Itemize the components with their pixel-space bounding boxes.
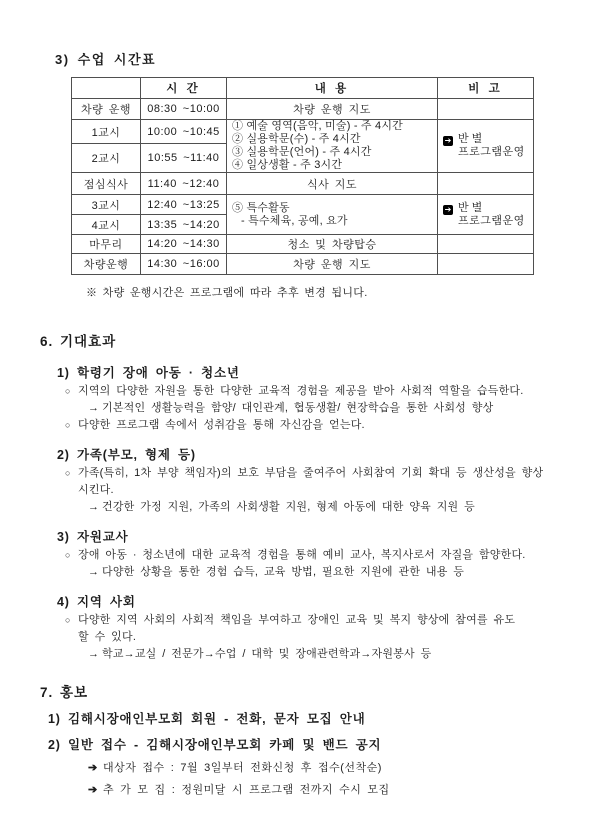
subsection-title: 1) 학령기 장애 아동 · 청소년 — [57, 366, 240, 380]
promo-arrow-item — [88, 761, 602, 775]
bullet-item — [65, 466, 602, 480]
remark-text: 프로그램운영 — [458, 214, 525, 227]
bullet-icon: ○ — [65, 615, 71, 625]
timetable-section-title: 3) 수업 시간표 — [55, 52, 157, 67]
remark-line — [443, 133, 528, 146]
item-text: 다양한 상황을 통한 경험 습득, 교육 방법, 필요한 지원에 관한 내용 등 — [102, 566, 465, 578]
row-label: 1교시 — [72, 120, 141, 144]
effects-subsection-community — [57, 592, 602, 661]
effects-subsection-volunteer-teachers — [57, 527, 602, 579]
content-line: ① 예술 영역(음악, 미술) - 주 4시간 — [232, 120, 403, 132]
item-text: 할 수 있다. — [78, 631, 137, 643]
remark-line — [443, 202, 528, 215]
bullet-item-continuation — [78, 630, 602, 644]
arrow-icon: → — [88, 501, 100, 513]
item-text: 대상자 접수 : 7월 3일부터 전화신청 후 접수(선착순) — [103, 762, 382, 774]
row-content: 차량 운행 지도 — [227, 254, 438, 275]
promo-item-members: 1) 김해시장애인부모회 회원 - 전화, 문자 모집 안내 — [48, 712, 366, 726]
bullet-icon: ○ — [65, 386, 71, 396]
timetable-note: ※ 차량 운행시간은 프로그램에 따라 추후 변경 됩니다. — [86, 287, 368, 299]
arrow-item — [88, 565, 602, 579]
timetable-header-row — [72, 78, 534, 99]
row-content: 청소 및 차량탑승 — [227, 235, 438, 254]
effects-subsection-family — [57, 445, 602, 514]
header-content: 내 용 — [227, 78, 438, 99]
promo-arrow-item — [88, 783, 602, 797]
row-time: 11:40 ~12:40 — [141, 173, 227, 195]
bullet-item — [65, 548, 602, 562]
row-time: 13:35 ~14:20 — [141, 215, 227, 235]
row-remark — [438, 173, 534, 195]
bullet-item-continuation — [78, 483, 602, 497]
subsection-title: 2) 가족(부모, 형제 등) — [57, 448, 196, 462]
item-text: 다양한 지역 사회의 사회적 책임을 부여하고 장애인 교육 및 복지 향상에 참여를 유도 — [78, 614, 516, 626]
table-row — [72, 235, 534, 254]
item-text: 시킨다. — [78, 484, 114, 496]
item-text: 학교→교실 / 전문가→수업 / 대학 및 장애관련학과→자원봉사 등 — [102, 648, 432, 660]
black-box-arrow-icon: ➔ — [444, 204, 452, 214]
promo-item-general: 2) 일반 접수 - 김해시장애인부모회 카페 및 밴드 공지 — [48, 738, 382, 752]
item-text: 장애 아동 · 청소년에 대한 교육적 경험을 통해 예비 교사, 복지사로서 자질을 함양한다. — [78, 549, 526, 561]
arrow-item — [88, 500, 602, 514]
row-time: 12:40 ~13:25 — [141, 195, 227, 215]
row-content: 차량 운행 지도 — [227, 99, 438, 120]
arrow-icon: → — [88, 402, 100, 414]
bullet-icon: ○ — [65, 468, 71, 478]
row-time: 08:30 ~10:00 — [141, 99, 227, 120]
row-label: 점심식사 — [72, 173, 141, 195]
arrow-item — [88, 401, 602, 415]
arrow-icon: → — [88, 566, 100, 578]
content-line: ④ 일상생활 - 주 3시간 — [232, 159, 343, 171]
item-text: 가족(특히, 1차 부양 책임자)의 보호 부담을 줄여주어 사회참여 기회 확대 등 생산성을 향상 — [78, 467, 544, 479]
periods12-remark-cell — [438, 120, 534, 173]
class-timetable — [71, 77, 534, 275]
item-text: 지역의 다양한 자원을 통한 다양한 교육적 경험을 제공을 받아 사회적 역할을 습득한다. — [78, 385, 524, 397]
arrow-icon: ➔ — [88, 762, 98, 774]
header-empty-cell — [72, 78, 141, 99]
item-text: 건강한 가정 지원, 가족의 사회생활 지원, 형제 아동에 대한 양육 지원 등 — [102, 501, 475, 513]
content-line: ⑤ 특수활동 — [232, 201, 290, 214]
row-time: 10:00 ~10:45 — [141, 120, 227, 144]
item-text: 다양한 프로그램 속에서 성취감을 통해 자신감을 얻는다. — [78, 419, 365, 431]
table-row — [72, 195, 534, 215]
bullet-item — [65, 384, 602, 398]
row-label: 차량 운행 — [72, 99, 141, 120]
row-remark — [438, 99, 534, 120]
row-remark — [438, 235, 534, 254]
subsection-title: 3) 자원교사 — [57, 530, 129, 544]
row-label: 마무리 — [72, 235, 141, 254]
table-row — [72, 173, 534, 195]
effects-section-title: 6. 기대효과 — [40, 334, 117, 349]
effects-subsection-students — [57, 363, 602, 432]
row-label: 차량운행 — [72, 254, 141, 275]
item-text: 기본적인 생활능력을 함양/ 대인관계, 협동생활/ 현장학습을 통한 사회성 향상 — [102, 402, 494, 414]
row-content: 식사 지도 — [227, 173, 438, 195]
subsection-title: 4) 지역 사회 — [57, 595, 136, 609]
item-text: 추 가 모 집 : 정원미달 시 프로그램 전까지 수시 모집 — [103, 784, 390, 796]
promo-section-title: 7. 홍보 — [40, 685, 89, 700]
row-label: 2교시 — [72, 144, 141, 173]
periods34-remark-cell — [438, 195, 534, 235]
bullet-item — [65, 613, 602, 627]
row-label: 3교시 — [72, 195, 141, 215]
row-time: 14:30 ~16:00 — [141, 254, 227, 275]
header-remark: 비 고 — [438, 78, 534, 99]
bullet-icon: ○ — [65, 550, 71, 560]
table-row — [72, 120, 534, 144]
content-line: ② 실용학문(수) - 주 4시간 — [232, 133, 361, 145]
content-line: ③ 실용학문(언어) - 주 4시간 — [232, 146, 372, 158]
row-time: 14:20 ~14:30 — [141, 235, 227, 254]
arrow-item — [88, 647, 602, 661]
periods12-content-cell — [227, 120, 438, 173]
remark-text: 반 별 — [458, 201, 483, 214]
periods34-content-cell — [227, 195, 438, 235]
header-time: 시 간 — [141, 78, 227, 99]
row-time: 10:55 ~11:40 — [141, 144, 227, 173]
bullet-icon: ○ — [65, 420, 71, 430]
remark-text: 프로그램운영 — [458, 146, 525, 158]
content-line: - 특수체육, 공예, 요가 — [241, 214, 348, 227]
arrow-icon: → — [88, 648, 100, 660]
row-label: 4교시 — [72, 215, 141, 235]
table-row — [72, 254, 534, 275]
black-box-arrow-icon: ➔ — [444, 136, 452, 145]
bullet-item — [65, 418, 602, 432]
remark-text: 반 별 — [458, 133, 483, 145]
row-remark — [438, 254, 534, 275]
table-row — [72, 99, 534, 120]
arrow-icon: ➔ — [88, 784, 98, 796]
